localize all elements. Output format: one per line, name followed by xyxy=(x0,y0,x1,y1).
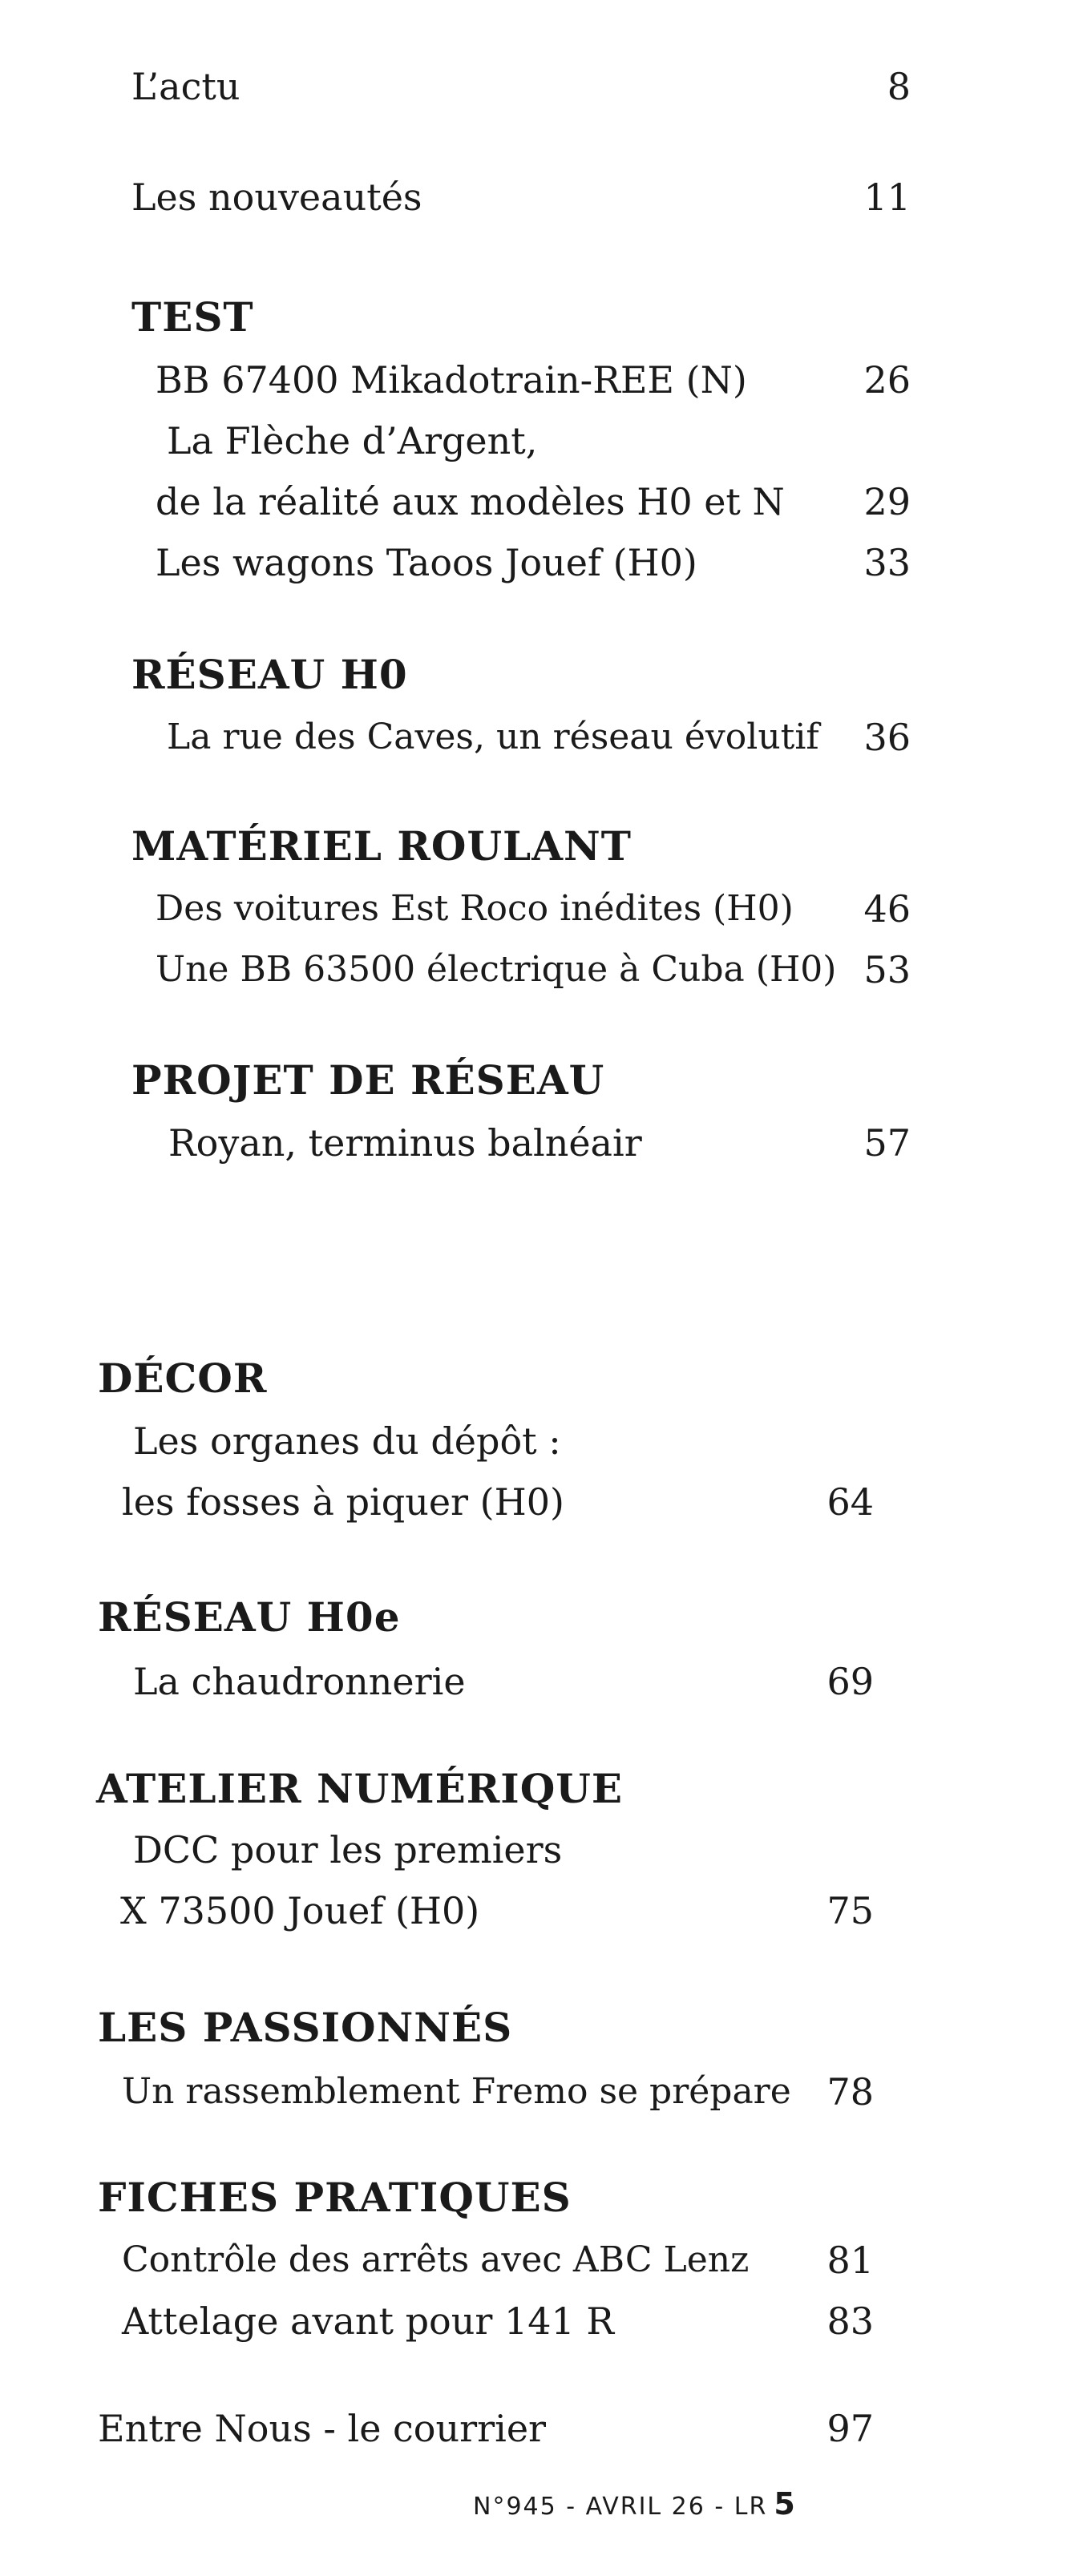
toc-page-number: 69 xyxy=(826,1660,874,1703)
toc-page-number: 64 xyxy=(826,1480,874,1524)
toc-entry[interactable]: de la réalité aux modèles H0 et N xyxy=(156,480,785,523)
toc-entry[interactable]: Des voitures Est Roco inédites (H0) xyxy=(156,888,794,929)
section-heading-test: TEST xyxy=(131,293,254,341)
page-footer xyxy=(473,2488,797,2523)
toc-page-number: 46 xyxy=(863,887,911,931)
toc-label: Les nouveautés xyxy=(131,176,422,219)
section-heading-atelier-numerique: ATELIER NUMÉRIQUE xyxy=(96,1765,623,1812)
toc-entry[interactable]: BB 67400 Mikadotrain-REE (N) xyxy=(156,358,747,402)
page-number: 5 xyxy=(774,2486,797,2521)
toc-entry-nouveautes[interactable] xyxy=(131,175,422,220)
toc-entry[interactable]: La rue des Caves, un réseau évolutif xyxy=(167,717,819,757)
section-heading-projet-de-reseau: PROJET DE RÉSEAU xyxy=(131,1056,605,1104)
toc-page-number: 26 xyxy=(863,358,911,402)
section-heading-materiel-roulant: MATÉRIEL ROULANT xyxy=(131,822,632,870)
toc-page-number: 57 xyxy=(863,1121,911,1165)
toc-entry[interactable]: Un rassemblement Fremo se prépare xyxy=(122,2071,791,2112)
toc-entry[interactable]: Une BB 63500 électrique à Cuba (H0) xyxy=(156,949,837,990)
toc-entry[interactable]: X 73500 Jouef (H0) xyxy=(120,1889,480,1932)
toc-label: L’actu xyxy=(131,65,240,108)
toc-page-number: 53 xyxy=(863,948,911,991)
toc-page-number: 81 xyxy=(826,2239,874,2282)
toc-entry[interactable]: Les wagons Taoos Jouef (H0) xyxy=(156,541,697,584)
section-heading-reseau-h0: RÉSEAU H0 xyxy=(131,651,408,698)
toc-entry[interactable]: Royan, terminus balnéair xyxy=(168,1121,642,1165)
toc-entry[interactable]: Attelage avant pour 141 R xyxy=(122,2299,615,2343)
toc-page-number: 33 xyxy=(863,541,911,584)
toc-page-number: 83 xyxy=(826,2299,874,2343)
toc-entry[interactable]: DCC pour les premiers xyxy=(133,1828,563,1871)
issue-info: N°945 - AVRIL 26 - LR xyxy=(473,2493,768,2521)
toc-entry[interactable]: les fosses à piquer (H0) xyxy=(122,1480,564,1524)
section-heading-les-passionnes: LES PASSIONNÉS xyxy=(98,2004,513,2051)
toc-entry-actu[interactable] xyxy=(131,64,240,109)
toc-page-number: 36 xyxy=(863,716,911,759)
toc-page-number: 8 xyxy=(887,65,911,108)
toc-page-number: 11 xyxy=(863,176,911,219)
section-heading-fiches-pratiques: FICHES PRATIQUES xyxy=(98,2174,572,2221)
toc-page-number: 29 xyxy=(863,480,911,523)
section-heading-reseau-h0e: RÉSEAU H0e xyxy=(98,1593,401,1641)
toc-page-number: 78 xyxy=(826,2070,874,2114)
toc-entry-courrier[interactable]: Entre Nous - le courrier xyxy=(98,2407,547,2450)
toc-entry[interactable]: La Flèche d’Argent, xyxy=(167,419,538,462)
toc-page-number: 75 xyxy=(826,1889,874,1932)
toc-entry[interactable]: Contrôle des arrêts avec ABC Lenz xyxy=(122,2239,750,2280)
toc-entry[interactable]: Les organes du dépôt : xyxy=(133,1419,561,1463)
toc-entry[interactable]: La chaudronnerie xyxy=(133,1660,466,1703)
section-heading-decor: DÉCOR xyxy=(98,1355,268,1402)
toc-page-number: 97 xyxy=(826,2407,874,2450)
